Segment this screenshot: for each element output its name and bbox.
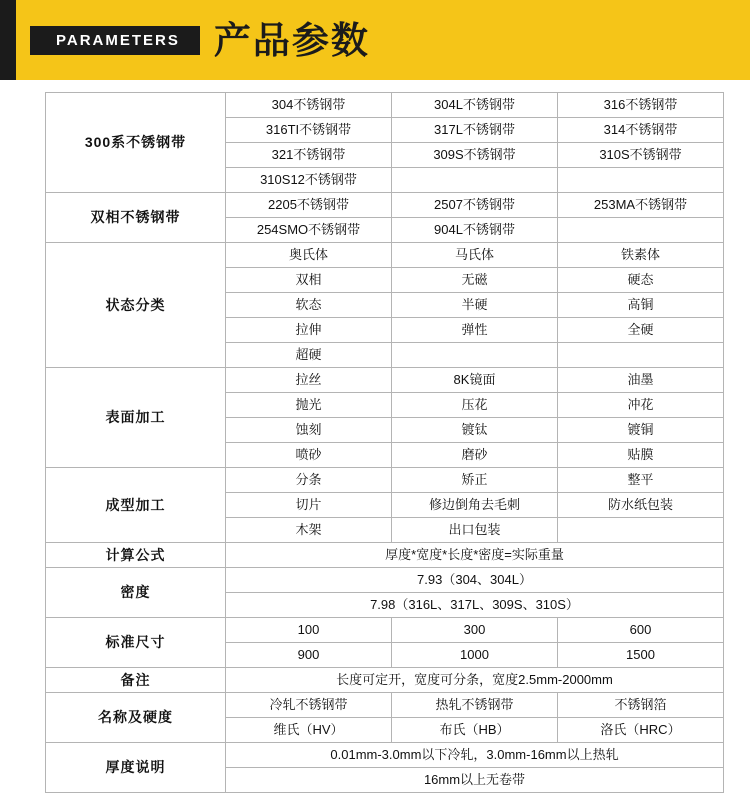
table-cell: 长度可定开，宽度可分条，宽度2.5mm-2000mm (226, 668, 724, 693)
table-cell: 拉伸 (226, 318, 392, 343)
product-spec-table (45, 92, 724, 793)
table-row (46, 243, 724, 268)
table-row (46, 668, 724, 693)
table-cell: 8K镜面 (392, 368, 558, 393)
row-header-cell: 表面加工 (46, 368, 226, 468)
table-cell: 310S不锈钢带 (558, 143, 724, 168)
table-cell: 321不锈钢带 (226, 143, 392, 168)
row-header-cell: 状态分类 (46, 243, 226, 368)
table-cell: 抛光 (226, 393, 392, 418)
table-cell: 铁素体 (558, 243, 724, 268)
table-cell: 314不锈钢带 (558, 118, 724, 143)
table-cell: 双相 (226, 268, 392, 293)
row-header-cell: 备注 (46, 668, 226, 693)
row-header-cell: 密度 (46, 568, 226, 618)
table-cell (392, 343, 558, 368)
table-cell: 出口包装 (392, 518, 558, 543)
table-cell: 超硬 (226, 343, 392, 368)
table-cell: 300 (392, 618, 558, 643)
row-header-cell: 成型加工 (46, 468, 226, 543)
table-row (46, 93, 724, 118)
table-cell (558, 518, 724, 543)
table-cell: 1000 (392, 643, 558, 668)
table-cell: 半硬 (392, 293, 558, 318)
table-cell: 600 (558, 618, 724, 643)
table-cell: 维氏（HV） (226, 718, 392, 743)
table-cell: 2205不锈钢带 (226, 193, 392, 218)
table-row (46, 693, 724, 718)
table-cell: 木架 (226, 518, 392, 543)
table-row (46, 568, 724, 593)
row-header-cell: 双相不锈钢带 (46, 193, 226, 243)
table-cell: 贴膜 (558, 443, 724, 468)
table-cell: 油墨 (558, 368, 724, 393)
page-title: 产品参数 (213, 19, 370, 61)
table-row (46, 543, 724, 568)
table-cell: 16mm以上无卷带 (226, 768, 724, 793)
table-cell: 7.98（316L、317L、309S、310S） (226, 593, 724, 618)
row-header-cell: 300系不锈钢带 (46, 93, 226, 193)
table-cell: 镀钛 (392, 418, 558, 443)
table-cell: 316不锈钢带 (558, 93, 724, 118)
table-cell: 切片 (226, 493, 392, 518)
table-cell: 100 (226, 618, 392, 643)
table-cell: 磨砂 (392, 443, 558, 468)
row-header-cell: 计算公式 (46, 543, 226, 568)
table-cell: 317L不锈钢带 (392, 118, 558, 143)
table-cell: 软态 (226, 293, 392, 318)
table-cell: 修边倒角去毛刺 (392, 493, 558, 518)
table-cell: 热轧不锈钢带 (392, 693, 558, 718)
table-cell: 防水纸包装 (558, 493, 724, 518)
table-cell: 布氏（HB） (392, 718, 558, 743)
table-cell: 高铜 (558, 293, 724, 318)
row-header-cell: 名称及硬度 (46, 693, 226, 743)
table-cell (558, 218, 724, 243)
table-row (46, 618, 724, 643)
table-cell: 304不锈钢带 (226, 93, 392, 118)
table-cell: 2507不锈钢带 (392, 193, 558, 218)
table-cell: 弹性 (392, 318, 558, 343)
table-cell: 304L不锈钢带 (392, 93, 558, 118)
table-cell: 压花 (392, 393, 558, 418)
table-cell: 900 (226, 643, 392, 668)
banner-content (30, 19, 370, 61)
banner-left-accent-bar (0, 0, 16, 80)
row-header-cell: 厚度说明 (46, 743, 226, 793)
table-cell: 253MA不锈钢带 (558, 193, 724, 218)
table-cell: 全硬 (558, 318, 724, 343)
table-cell: 镀铜 (558, 418, 724, 443)
table-cell: 马氏体 (392, 243, 558, 268)
table-cell: 蚀刻 (226, 418, 392, 443)
table-cell: 整平 (558, 468, 724, 493)
table-cell: 矫正 (392, 468, 558, 493)
table-cell (558, 168, 724, 193)
table-cell: 无磁 (392, 268, 558, 293)
header-english-label: PARAMETERS (30, 26, 200, 55)
table-cell: 冷轧不锈钢带 (226, 693, 392, 718)
table-cell: 254SMO不锈钢带 (226, 218, 392, 243)
table-cell: 厚度*宽度*长度*密度=实际重量 (226, 543, 724, 568)
table-cell: 冲花 (558, 393, 724, 418)
table-row (46, 193, 724, 218)
table-cell: 洛氏（HRC） (558, 718, 724, 743)
table-cell: 1500 (558, 643, 724, 668)
row-header-cell: 标准尺寸 (46, 618, 226, 668)
table-cell: 7.93（304、304L） (226, 568, 724, 593)
table-cell: 904L不锈钢带 (392, 218, 558, 243)
table-cell: 拉丝 (226, 368, 392, 393)
table-cell: 0.01mm-3.0mm以下冷轧，3.0mm-16mm以上热轧 (226, 743, 724, 768)
table-cell: 309S不锈钢带 (392, 143, 558, 168)
page-header-banner (0, 0, 750, 80)
table-cell: 硬态 (558, 268, 724, 293)
table-cell: 分条 (226, 468, 392, 493)
table-cell: 喷砂 (226, 443, 392, 468)
table-cell: 奥氏体 (226, 243, 392, 268)
table-cell: 316TI不锈钢带 (226, 118, 392, 143)
table-cell (392, 168, 558, 193)
table-row (46, 468, 724, 493)
table-cell: 不锈钢箔 (558, 693, 724, 718)
spec-table-wrapper (0, 80, 750, 793)
table-cell: 310S12不锈钢带 (226, 168, 392, 193)
table-row (46, 743, 724, 768)
table-row (46, 368, 724, 393)
table-cell (558, 343, 724, 368)
